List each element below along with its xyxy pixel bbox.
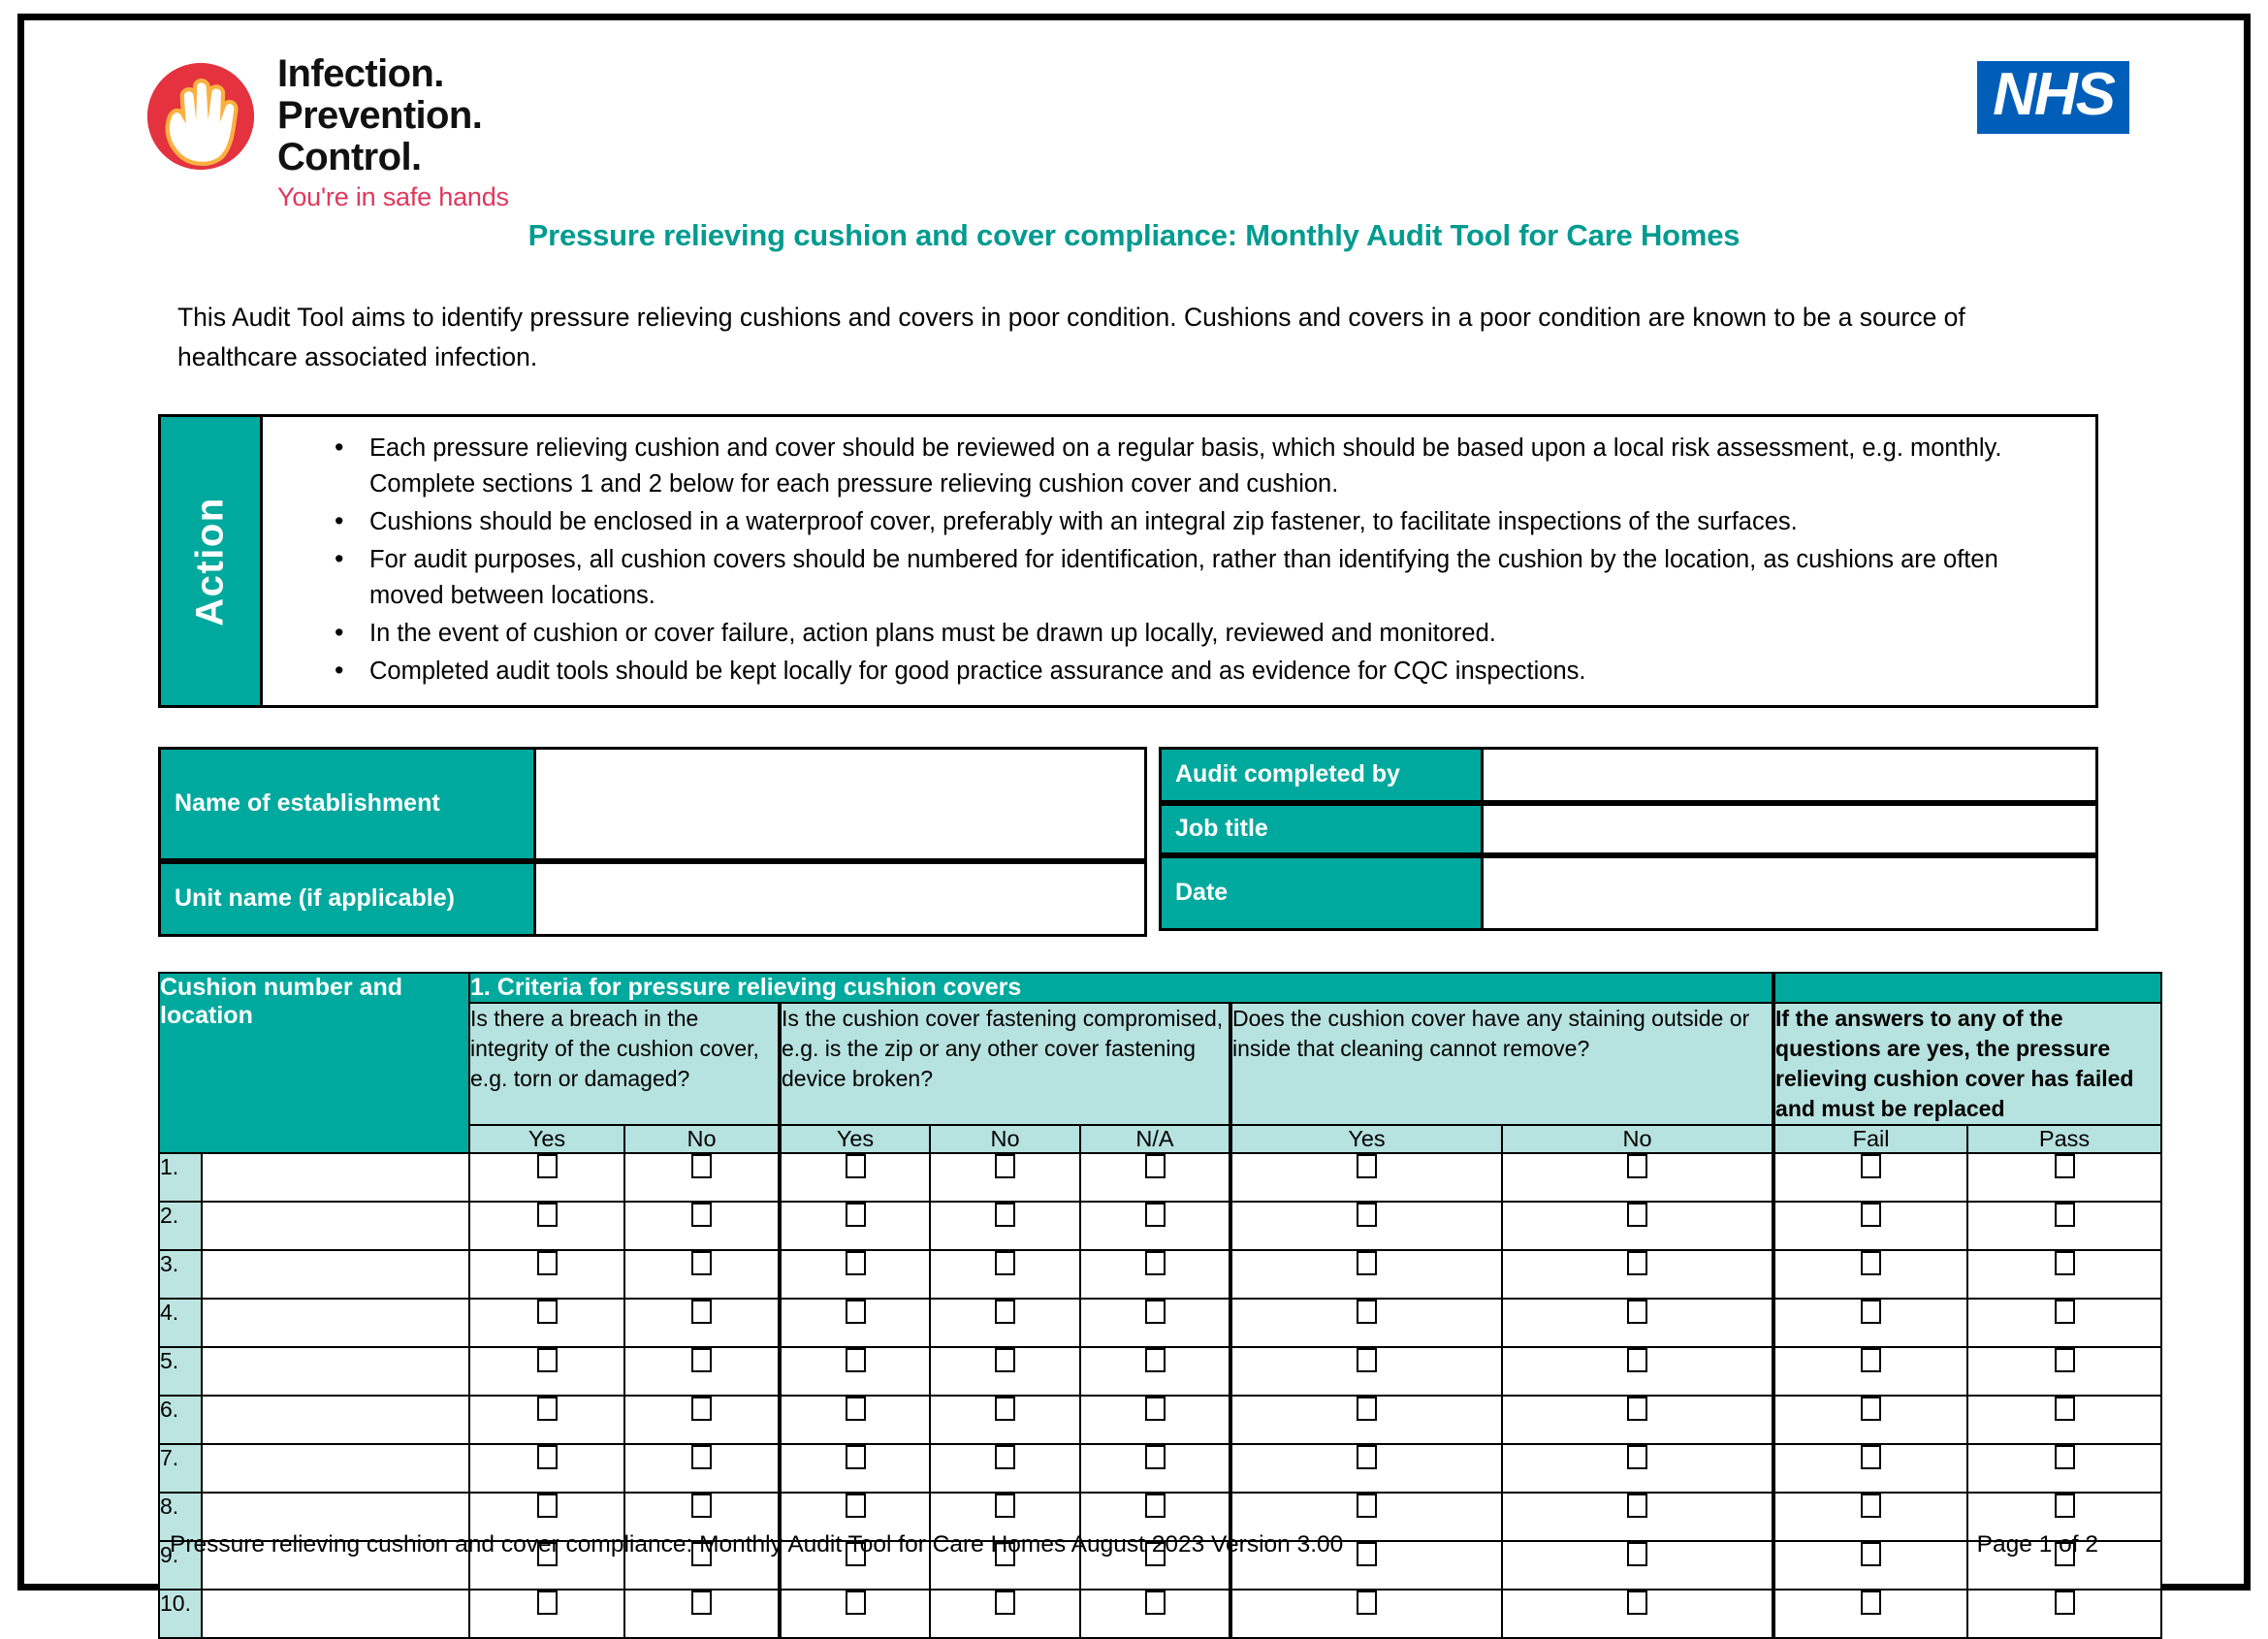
action-box: [158, 414, 2098, 708]
checkbox-q2-na[interactable]: [1145, 1494, 1166, 1518]
checkbox-q1-yes-cell[interactable]: [469, 1250, 624, 1299]
checkbox-q2-no-cell[interactable]: [930, 1202, 1080, 1250]
checkbox-q2-na[interactable]: [1145, 1348, 1166, 1372]
checkbox-q1-yes-cell[interactable]: [469, 1299, 624, 1347]
row-number: 2.: [159, 1202, 202, 1250]
audit-table-body: [159, 1153, 2161, 1638]
checkbox-q2-yes[interactable]: [846, 1203, 866, 1227]
question-2-text: Is the cushion cover fastening compromised, e.g. is the zip or any other cover fastening device broken?: [780, 1003, 1230, 1125]
question-1-text: Is there a breach in the integrity of the cushion cover, e.g. torn or damaged?: [469, 1003, 780, 1125]
checkbox-q1-yes[interactable]: [537, 1397, 558, 1421]
checkbox-pass-cell[interactable]: [1967, 1396, 2161, 1444]
checkbox-q1-no[interactable]: [691, 1203, 712, 1227]
outcome-text: If the answers to any of the questions are yes, the pressure relieving cushion cover has failed and must be replaced: [1773, 1003, 2161, 1125]
checkbox-pass[interactable]: [2055, 1154, 2075, 1178]
question-3-text: Does the cushion cover have any staining outside or inside that cleaning cannot remove?: [1230, 1003, 1773, 1125]
establishment-left-column: [158, 747, 1147, 937]
checkbox-q3-no[interactable]: [1627, 1154, 1647, 1178]
checkbox-q1-no-cell[interactable]: [624, 1153, 780, 1202]
list-item: • In the event of cushion or cover failure, action plans must be drawn up locally, reviewed and monitored.: [335, 616, 2078, 652]
checkbox-pass-cell[interactable]: [1967, 1250, 2161, 1299]
checkbox-q1-no-cell[interactable]: [624, 1202, 780, 1250]
checkbox-q1-yes[interactable]: [537, 1203, 558, 1227]
label-name-of-establishment: Name of establishment: [158, 747, 536, 861]
checkbox-q2-yes[interactable]: [846, 1591, 866, 1615]
option-outcome-pass: Pass: [1967, 1125, 2161, 1153]
checkbox-fail-cell[interactable]: [1773, 1202, 1967, 1250]
checkbox-q2-na-cell[interactable]: [1080, 1347, 1230, 1396]
checkbox-q2-na[interactable]: [1145, 1591, 1166, 1615]
checkbox-q2-yes-cell[interactable]: [780, 1250, 930, 1299]
action-label-text: Action: [188, 496, 232, 627]
checkbox-q3-yes-cell[interactable]: [1230, 1444, 1502, 1493]
row-number: 8.: [159, 1493, 202, 1541]
checkbox-fail[interactable]: [1861, 1445, 1881, 1469]
field-row-date: [1159, 855, 2098, 931]
checkbox-q1-no[interactable]: [691, 1300, 712, 1324]
option-q1-yes: Yes: [469, 1125, 624, 1153]
field-row-name-of-establishment: [158, 747, 1147, 861]
checkbox-q2-na-cell[interactable]: [1080, 1299, 1230, 1347]
checkbox-q3-yes[interactable]: [1357, 1591, 1377, 1615]
logo-line-1: Infection.: [277, 52, 444, 95]
checkbox-q1-yes-cell[interactable]: [469, 1202, 624, 1250]
checkbox-q2-na[interactable]: [1145, 1203, 1166, 1227]
row-number: 1.: [159, 1153, 202, 1202]
checkbox-q2-na-cell[interactable]: [1080, 1444, 1230, 1493]
checkbox-q2-na[interactable]: [1145, 1154, 1166, 1178]
header-section-1-title: 1. Criteria for pressure relieving cushion covers: [469, 973, 1773, 1003]
checkbox-q3-no[interactable]: [1627, 1397, 1647, 1421]
checkbox-q2-yes[interactable]: [846, 1251, 866, 1275]
checkbox-q2-no[interactable]: [995, 1154, 1015, 1178]
checkbox-q2-no-cell[interactable]: [930, 1347, 1080, 1396]
checkbox-q2-yes-cell[interactable]: [780, 1444, 930, 1493]
checkbox-q2-yes-cell[interactable]: [780, 1396, 930, 1444]
checkbox-q3-no-cell[interactable]: [1502, 1347, 1773, 1396]
checkbox-q1-no[interactable]: [691, 1154, 712, 1178]
checkbox-fail-cell[interactable]: [1773, 1153, 1967, 1202]
checkbox-fail-cell[interactable]: [1773, 1299, 1967, 1347]
checkbox-q3-yes[interactable]: [1357, 1300, 1377, 1324]
option-q2-na: N/A: [1080, 1125, 1230, 1153]
checkbox-pass[interactable]: [2055, 1591, 2075, 1615]
checkbox-pass-cell[interactable]: [1967, 1153, 2161, 1202]
field-row-unit-name: [158, 861, 1147, 937]
checkbox-q2-yes[interactable]: [846, 1397, 866, 1421]
row-number: 4.: [159, 1299, 202, 1347]
option-q3-yes: Yes: [1230, 1125, 1502, 1153]
row-number: 6.: [159, 1396, 202, 1444]
checkbox-fail-cell[interactable]: [1773, 1444, 1967, 1493]
checkbox-q3-yes-cell[interactable]: [1230, 1153, 1502, 1202]
checkbox-q2-yes-cell[interactable]: [780, 1299, 930, 1347]
label-unit-name: Unit name (if applicable): [158, 861, 536, 937]
checkbox-q2-yes-cell[interactable]: [780, 1202, 930, 1250]
checkbox-q2-na[interactable]: [1145, 1397, 1166, 1421]
checkbox-q1-no-cell[interactable]: [624, 1347, 780, 1396]
checkbox-q2-yes-cell[interactable]: [780, 1153, 930, 1202]
input-job-title[interactable]: [1484, 803, 2098, 855]
label-audit-completed-by: Audit completed by: [1159, 747, 1484, 803]
checkbox-q2-na-cell[interactable]: [1080, 1250, 1230, 1299]
checkbox-q3-no[interactable]: [1627, 1348, 1647, 1372]
checkbox-q2-yes-cell[interactable]: [780, 1347, 930, 1396]
table-row: [159, 1153, 2161, 1202]
checkbox-q2-na-cell[interactable]: [1080, 1202, 1230, 1250]
checkbox-q3-yes[interactable]: [1357, 1445, 1377, 1469]
checkbox-q3-no[interactable]: [1627, 1591, 1647, 1615]
input-cushion-location[interactable]: [202, 1202, 469, 1250]
list-item: • Completed audit tools should be kept locally for good practice assurance and as evidence for CQC inspections.: [335, 654, 2078, 690]
input-date[interactable]: [1484, 855, 2098, 931]
checkbox-q1-no[interactable]: [691, 1591, 712, 1615]
checkbox-q2-no-cell[interactable]: [930, 1153, 1080, 1202]
field-row-job-title: [1159, 803, 2098, 855]
checkbox-pass[interactable]: [2055, 1348, 2075, 1372]
logo-line-2: Prevention.: [277, 94, 483, 138]
checkbox-q2-no-cell[interactable]: [930, 1444, 1080, 1493]
checkbox-q1-yes-cell[interactable]: [469, 1590, 624, 1638]
table-row: [159, 1299, 2161, 1347]
checkbox-q2-no[interactable]: [995, 1348, 1015, 1372]
table-row: [159, 1444, 2161, 1493]
action-bullet-list: [263, 431, 2078, 690]
checkbox-fail-cell[interactable]: [1773, 1347, 1967, 1396]
checkbox-q1-yes[interactable]: [537, 1154, 558, 1178]
checkbox-q3-no[interactable]: [1627, 1251, 1647, 1275]
checkbox-q2-na[interactable]: [1145, 1445, 1166, 1469]
checkbox-q2-no[interactable]: [995, 1397, 1015, 1421]
action-body: [260, 417, 2095, 705]
checkbox-fail-cell[interactable]: [1773, 1250, 1967, 1299]
checkbox-q2-na-cell[interactable]: [1080, 1396, 1230, 1444]
checkbox-q1-no[interactable]: [691, 1445, 712, 1469]
list-item: • Cushions should be enclosed in a waterproof cover, preferably with an integral zip fastener, to facilitate inspections of the surfaces.: [335, 504, 2078, 540]
checkbox-q3-yes[interactable]: [1357, 1348, 1377, 1372]
checkbox-fail[interactable]: [1861, 1203, 1881, 1227]
table-row: [159, 1590, 2161, 1638]
checkbox-q3-yes[interactable]: [1357, 1251, 1377, 1275]
establishment-details: [158, 747, 2098, 937]
checkbox-q2-yes[interactable]: [846, 1300, 866, 1324]
row-number: 3.: [159, 1250, 202, 1299]
checkbox-pass[interactable]: [2055, 1300, 2075, 1324]
header-outcome-spacer: [1773, 973, 2161, 1003]
checkbox-q1-yes[interactable]: [537, 1445, 558, 1469]
input-cushion-location[interactable]: [202, 1153, 469, 1202]
checkbox-q3-no-cell[interactable]: [1502, 1396, 1773, 1444]
input-unit-name[interactable]: [536, 861, 1147, 937]
checkbox-fail-cell[interactable]: [1773, 1590, 1967, 1638]
checkbox-q2-no-cell[interactable]: [930, 1396, 1080, 1444]
input-cushion-location[interactable]: [202, 1299, 469, 1347]
checkbox-q1-yes-cell[interactable]: [469, 1396, 624, 1444]
label-job-title: Job title: [1159, 803, 1484, 855]
checkbox-pass[interactable]: [2055, 1251, 2075, 1275]
intro-paragraph: This Audit Tool aims to identify pressure relieving cushions and covers in poor condition. Cushions and covers in a poor condition are known to be a source of healthcare associated infection.: [177, 303, 1965, 372]
checkbox-q1-no[interactable]: [691, 1397, 712, 1421]
document-page: [17, 14, 2251, 1617]
checkbox-q3-no-cell[interactable]: [1502, 1299, 1773, 1347]
option-outcome-fail: Fail: [1773, 1125, 1967, 1153]
action-label: [161, 417, 260, 705]
option-q2-yes: Yes: [780, 1125, 930, 1153]
input-cushion-location[interactable]: [202, 1590, 469, 1638]
checkbox-fail[interactable]: [1861, 1300, 1881, 1324]
input-name-of-establishment[interactable]: [536, 747, 1147, 861]
checkbox-q1-yes[interactable]: [537, 1494, 558, 1518]
checkbox-pass-cell[interactable]: [1967, 1347, 2161, 1396]
checkbox-pass-cell[interactable]: [1967, 1202, 2161, 1250]
checkbox-fail[interactable]: [1861, 1591, 1881, 1615]
field-row-audit-completed-by: [1159, 747, 2098, 803]
table-row: [159, 1396, 2161, 1444]
checkbox-q3-yes[interactable]: [1357, 1397, 1377, 1421]
nhs-logo: NHS: [1977, 61, 2129, 134]
checkbox-q2-no[interactable]: [995, 1445, 1015, 1469]
checkbox-q2-yes[interactable]: [846, 1348, 866, 1372]
checkbox-q3-no-cell[interactable]: [1502, 1444, 1773, 1493]
checkbox-q3-yes[interactable]: [1357, 1203, 1377, 1227]
checkbox-q1-no[interactable]: [691, 1348, 712, 1372]
checkbox-q3-yes-cell[interactable]: [1230, 1396, 1502, 1444]
row-number: 7.: [159, 1444, 202, 1493]
checkbox-pass-cell[interactable]: [1967, 1590, 2161, 1638]
checkbox-q2-no[interactable]: [995, 1494, 1015, 1518]
document-header: [24, 20, 2244, 210]
checkbox-q3-yes[interactable]: [1357, 1494, 1377, 1518]
checkbox-fail[interactable]: [1861, 1397, 1881, 1421]
label-date: Date: [1159, 855, 1484, 931]
checkbox-q1-yes-cell[interactable]: [469, 1153, 624, 1202]
table-row: [159, 1347, 2161, 1396]
checkbox-fail-cell[interactable]: [1773, 1396, 1967, 1444]
checkbox-q1-no-cell[interactable]: [624, 1250, 780, 1299]
ipc-logo: [145, 53, 509, 210]
row-number: 9.: [159, 1541, 202, 1590]
checkbox-pass[interactable]: [2055, 1203, 2075, 1227]
checkbox-q2-no-cell[interactable]: [930, 1250, 1080, 1299]
checkbox-pass[interactable]: [2055, 1494, 2075, 1518]
checkbox-q3-yes-cell[interactable]: [1230, 1299, 1502, 1347]
checkbox-q3-yes-cell[interactable]: [1230, 1590, 1502, 1638]
list-item: • For audit purposes, all cushion covers should be numbered for identification, rather than identifying the cushion by the location, as cushions are often moved between locations.: [335, 542, 2078, 614]
row-number: 5.: [159, 1347, 202, 1396]
checkbox-q2-no[interactable]: [995, 1300, 1015, 1324]
establishment-right-column: [1159, 747, 2098, 937]
table-header-section-row: [159, 973, 2161, 1003]
checkbox-q2-no-cell[interactable]: [930, 1299, 1080, 1347]
hand-in-circle-icon: [145, 61, 256, 172]
checkbox-q3-yes-cell[interactable]: [1230, 1347, 1502, 1396]
checkbox-q2-no[interactable]: [995, 1591, 1015, 1615]
checkbox-q3-no-cell[interactable]: [1502, 1202, 1773, 1250]
checkbox-q1-no[interactable]: [691, 1494, 712, 1518]
checkbox-q2-yes[interactable]: [846, 1494, 866, 1518]
checkbox-q3-yes-cell[interactable]: [1230, 1250, 1502, 1299]
checkbox-q1-yes-cell[interactable]: [469, 1444, 624, 1493]
checkbox-q1-no-cell[interactable]: [624, 1299, 780, 1347]
header-cushion-number-location: Cushion number and location: [159, 973, 469, 1153]
checkbox-q3-yes[interactable]: [1357, 1154, 1377, 1178]
checkbox-q2-yes[interactable]: [846, 1445, 866, 1469]
checkbox-pass-cell[interactable]: [1967, 1444, 2161, 1493]
checkbox-pass[interactable]: [2055, 1445, 2075, 1469]
checkbox-q3-no-cell[interactable]: [1502, 1590, 1773, 1638]
checkbox-fail[interactable]: [1861, 1348, 1881, 1372]
footer-left-text: Pressure relieving cushion and cover compliance: Monthly Audit Tool for Care Homes August 2023 Version 3.00: [170, 1531, 1344, 1558]
checkbox-q2-no[interactable]: [995, 1251, 1015, 1275]
option-q3-no: No: [1502, 1125, 1773, 1153]
checkbox-q2-na[interactable]: [1145, 1300, 1166, 1324]
checkbox-q2-na[interactable]: [1145, 1251, 1166, 1275]
page-title: Pressure relieving cushion and cover compliance: Monthly Audit Tool for Care Homes: [527, 218, 1741, 252]
checkbox-q1-yes[interactable]: [537, 1348, 558, 1372]
checkbox-q2-no[interactable]: [995, 1203, 1015, 1227]
checkbox-q2-yes-cell[interactable]: [780, 1590, 930, 1638]
checkbox-q1-yes-cell[interactable]: [469, 1347, 624, 1396]
logo-line-3: Control.: [277, 136, 422, 179]
checkbox-pass-cell[interactable]: [1967, 1299, 2161, 1347]
checkbox-fail[interactable]: [1861, 1251, 1881, 1275]
checkbox-q3-no[interactable]: [1627, 1445, 1647, 1469]
checkbox-q1-no-cell[interactable]: [624, 1590, 780, 1638]
footer-page-number: Page 1 of 2: [1976, 1531, 2098, 1558]
checkbox-q1-no-cell[interactable]: [624, 1444, 780, 1493]
checkbox-q1-no-cell[interactable]: [624, 1396, 780, 1444]
checkbox-fail[interactable]: [1861, 1154, 1881, 1178]
checkbox-q1-yes[interactable]: [537, 1591, 558, 1615]
checkbox-q1-yes[interactable]: [537, 1251, 558, 1275]
input-cushion-location[interactable]: [202, 1250, 469, 1299]
checkbox-fail[interactable]: [1861, 1494, 1881, 1518]
input-cushion-location[interactable]: [202, 1396, 469, 1444]
checkbox-q3-yes-cell[interactable]: [1230, 1202, 1502, 1250]
list-item: • Each pressure relieving cushion and cover should be reviewed on a regular basis, which should be based upon a local risk assessment, e.g. monthly. Complete sections 1 and 2 below for each pressure relieving cushion cover and cushion.: [335, 431, 2078, 502]
table-row: [159, 1250, 2161, 1299]
option-q2-no: No: [930, 1125, 1080, 1153]
input-audit-completed-by[interactable]: [1484, 747, 2098, 803]
input-cushion-location[interactable]: [202, 1347, 469, 1396]
checkbox-q3-no-cell[interactable]: [1502, 1250, 1773, 1299]
logo-tagline: You're in safe hands: [277, 181, 509, 211]
checkbox-pass[interactable]: [2055, 1397, 2075, 1421]
checkbox-q2-na-cell[interactable]: [1080, 1590, 1230, 1638]
checkbox-q2-no-cell[interactable]: [930, 1590, 1080, 1638]
page-footer: [170, 1531, 2098, 1559]
checkbox-q3-no[interactable]: [1627, 1300, 1647, 1324]
checkbox-q3-no-cell[interactable]: [1502, 1153, 1773, 1202]
table-row: [159, 1202, 2161, 1250]
checkbox-q3-no[interactable]: [1627, 1494, 1647, 1518]
input-cushion-location[interactable]: [202, 1444, 469, 1493]
checkbox-q2-na-cell[interactable]: [1080, 1153, 1230, 1202]
option-q1-no: No: [624, 1125, 780, 1153]
row-number: 10.: [159, 1590, 202, 1638]
checkbox-q2-yes[interactable]: [846, 1154, 866, 1178]
checkbox-q1-no[interactable]: [691, 1251, 712, 1275]
checkbox-q1-yes[interactable]: [537, 1300, 558, 1324]
checkbox-q3-no[interactable]: [1627, 1203, 1647, 1227]
